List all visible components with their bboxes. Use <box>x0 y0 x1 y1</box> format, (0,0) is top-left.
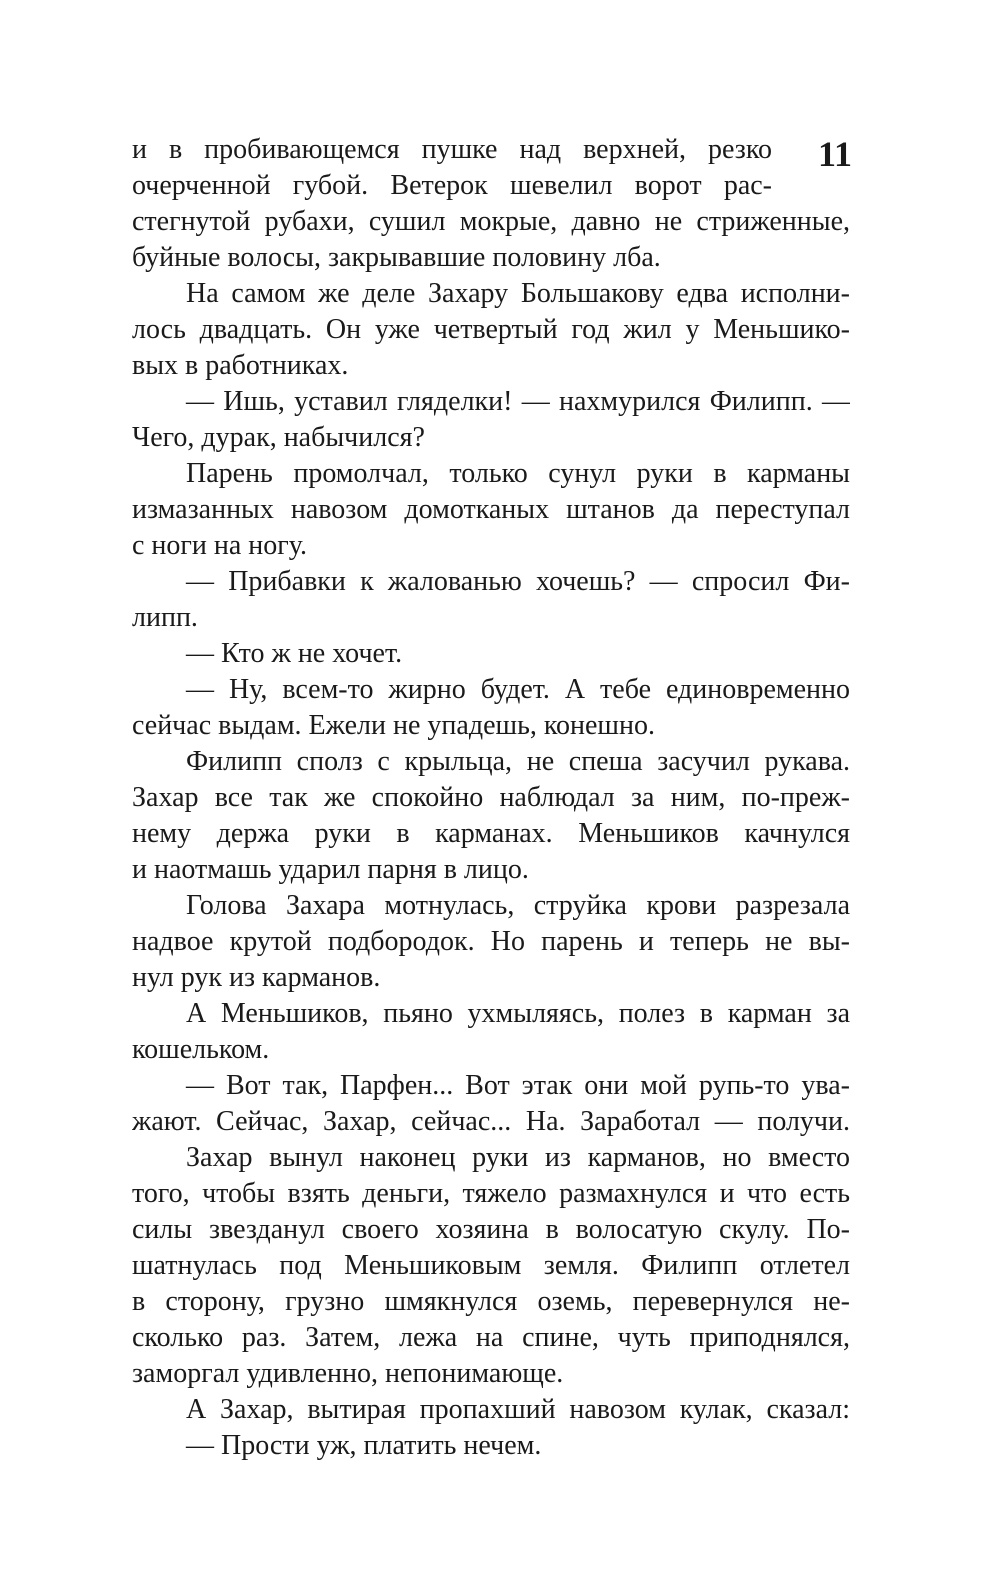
text-line: стегнутой рубахи, сушил мокрые, давно не стриженные, <box>132 206 850 237</box>
text-line: — Прости уж, платить нечем. <box>186 1430 542 1461</box>
text-line: Захар все так же спокойно наблюдал за ним, по-преж- <box>132 782 850 813</box>
text-line: Голова Захара мотнулась, струйка крови разрезала <box>186 890 850 921</box>
text-line: в сторону, грузно шмякнулся оземь, перевернулся не- <box>132 1286 850 1317</box>
text-line: нему держа руки в карманах. Меньшиков качнулся <box>132 818 850 849</box>
text-line: Парень промолчал, только сунул руки в карманы <box>186 458 850 489</box>
text-line: сколько раз. Затем, лежа на спине, чуть приподнялся, <box>132 1322 850 1353</box>
text-line: буйные волосы, закрывавшие половину лба. <box>132 242 661 273</box>
text-line: и наотмашь ударил парня в лицо. <box>132 854 529 885</box>
text-line: А Меньшиков, пьяно ухмыляясь, полез в карман за <box>186 998 850 1029</box>
text-line: Чего, дурак, набычился? <box>132 422 425 453</box>
text-line: того, чтобы взять деньги, тяжело размахнулся и что есть <box>132 1178 850 1209</box>
text-line: надвое крутой подбородок. Но парень и теперь не вы- <box>132 926 850 957</box>
text-line: нул рук из карманов. <box>132 962 381 993</box>
text-line: силы звезданул своего хозяина в волосатую скулу. По- <box>132 1214 850 1245</box>
text-line: шатнулась под Меньшиковым земля. Филипп отлетел <box>132 1250 850 1281</box>
text-line: сейчас выдам. Ежели не упадешь, конешно. <box>132 710 655 741</box>
text-line: — Прибавки к жалованью хочешь? — спросил Фи- <box>186 566 850 597</box>
text-line: жают. Сейчас, Захар, сейчас... На. Заработал — получи. <box>132 1106 850 1137</box>
text-line: лось двадцать. Он уже четвертый год жил у Меньшико- <box>132 314 850 345</box>
text-line: А Захар, вытирая пропахший навозом кулак, сказал: <box>186 1394 850 1425</box>
text-line: — Ишь, уставил гляделки! — нахмурился Филипп. — <box>186 386 850 417</box>
text-line: заморгал удивленно, непонимающе. <box>132 1358 564 1389</box>
text-line: На самом же деле Захару Большакову едва исполни- <box>186 278 850 309</box>
text-line: Захар вынул наконец руки из карманов, но вместо <box>186 1142 850 1173</box>
text-line: очерченной губой. Ветерок шевелил ворот рас- <box>132 170 772 201</box>
text-line: с ноги на ногу. <box>132 530 307 561</box>
text-line: измазанных навозом домотканых штанов да переступал <box>132 494 850 525</box>
text-line: вых в работниках. <box>132 350 349 381</box>
text-line: липп. <box>132 602 198 633</box>
text-line: — Вот так, Парфен... Вот этак они мой рупь-то ува- <box>186 1070 850 1101</box>
text-line: кошельком. <box>132 1034 270 1065</box>
text-line: — Кто ж не хочет. <box>186 638 403 669</box>
text-line: и в пробивающемся пушке над верхней, резко <box>132 134 772 165</box>
page-number: 11 <box>818 134 853 174</box>
text-line: — Ну, всем-то жирно будет. А тебе единовременно <box>186 674 850 705</box>
body-text <box>132 132 853 1464</box>
text-line: Филипп сполз с крыльца, не спеша засучил рукава. <box>186 746 850 777</box>
